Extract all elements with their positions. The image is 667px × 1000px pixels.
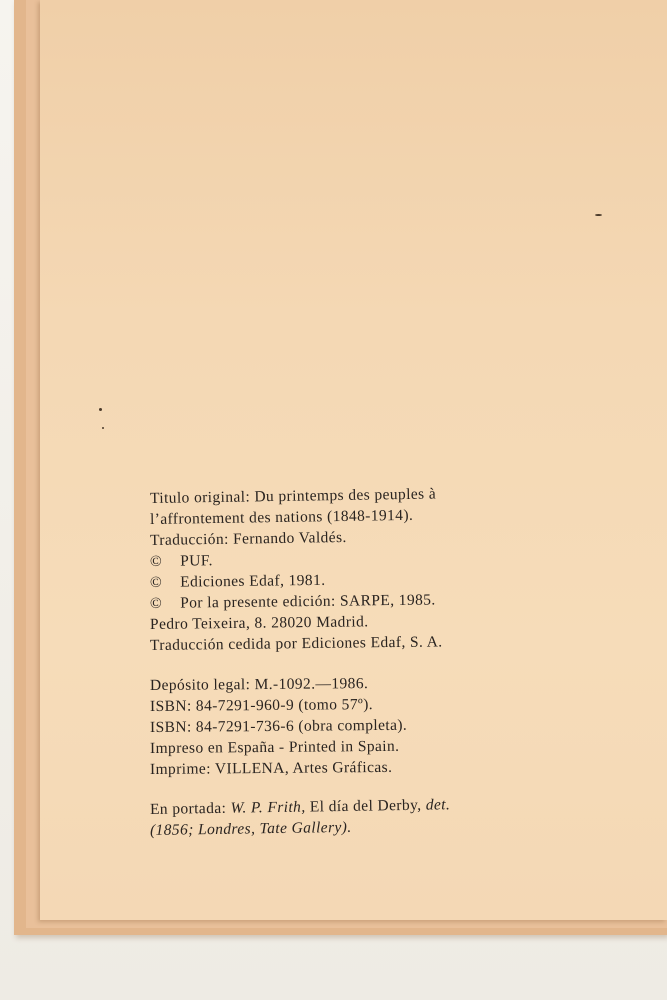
- paper-speck: [99, 408, 102, 411]
- paper-speck: [102, 427, 104, 429]
- copyright-text: Por la presente edición: SARPE, 1985.: [180, 591, 436, 612]
- address-line: Pedro Teixeira, 8. 28020 Madrid.: [149, 613, 369, 633]
- colophon-text: [149, 485, 580, 841]
- copyright-symbol: ©: [149, 552, 163, 570]
- copyright-text: Ediciones Edaf, 1981.: [180, 571, 326, 591]
- original-title-line: l’affrontement des nations (1848-1914).: [149, 506, 414, 528]
- printer-line: Imprime: VILLENA, Artes Gráficas.: [149, 758, 393, 778]
- legal-deposit-line: Depósito legal: M.-1092.—1986.: [149, 675, 369, 694]
- cover-prefix: En portada:: [149, 799, 227, 818]
- isbn-line: ISBN: 84-7291-736-6 (obra completa).: [149, 716, 408, 736]
- cover-artist: W. P. Frith,: [230, 798, 306, 817]
- copyright-symbol: ©: [149, 594, 163, 612]
- cover-work: El día del Derby,: [309, 796, 422, 816]
- printed-in-line: Impreso en España - Printed in Spain.: [149, 737, 400, 757]
- cover-detail: det.: [425, 796, 451, 814]
- cover-note-line: (1856; Londres, Tate Gallery).: [149, 818, 352, 839]
- copyright-text: PUF.: [180, 552, 213, 570]
- paper-speck: [595, 214, 602, 216]
- translation-ceded-line: Traducción cedida por Ediciones Edaf, S. A.: [149, 633, 443, 654]
- copyright-symbol: ©: [149, 573, 163, 591]
- original-title-line: Titulo original: Du printemps des peuples à: [149, 485, 437, 507]
- translator-line: Traducción: Fernando Valdés.: [149, 528, 347, 549]
- isbn-line: ISBN: 84-7291-960-9 (tomo 57º).: [149, 696, 374, 715]
